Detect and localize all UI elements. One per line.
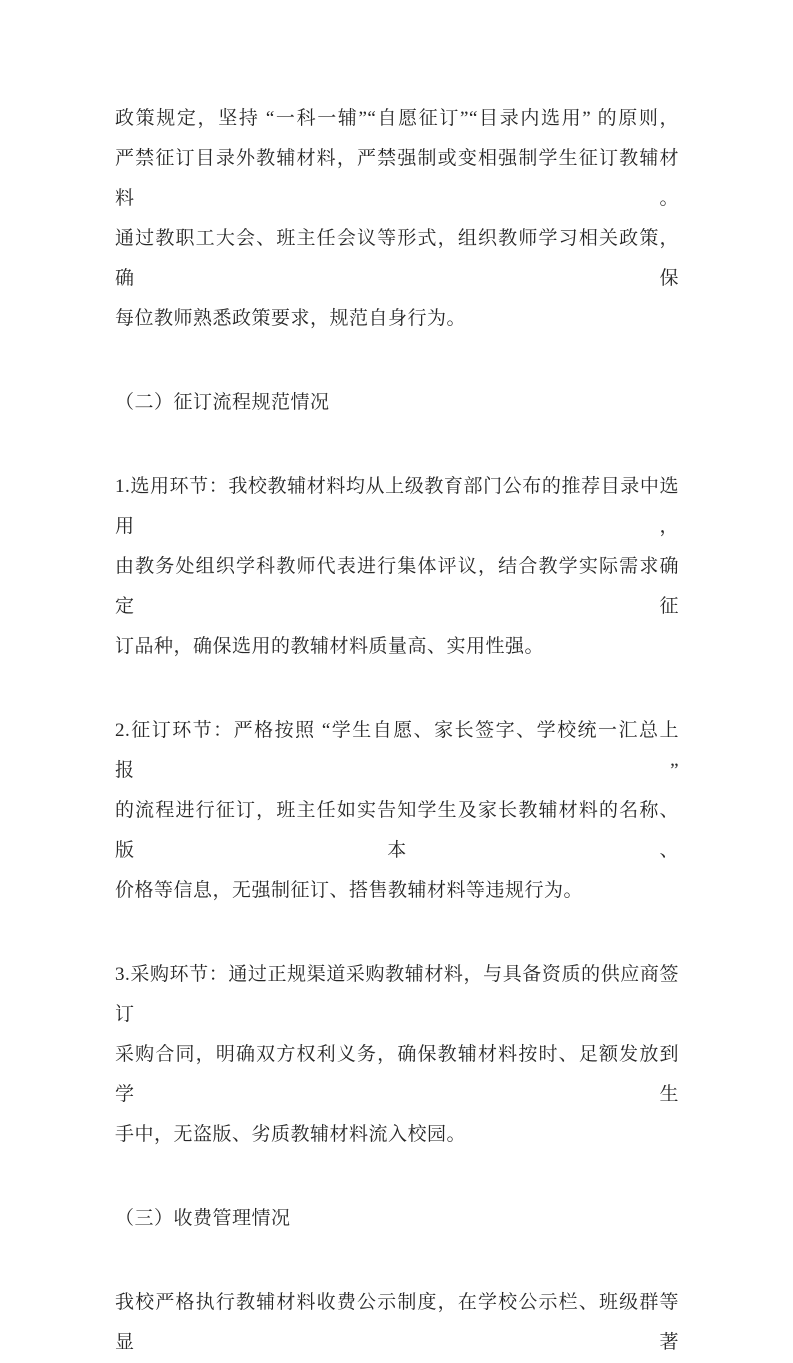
paragraph-policy-intro [115,99,679,339]
document-text-block [115,99,679,1363]
text-line: 每位教师熟悉政策要求，规范自身行为。 [115,308,467,329]
text-line: 1.选用环节：我校教辅材料均从上级教育部门公布的推荐目录中选用， [115,476,679,537]
text-line: 2.征订环节：严格按照 “学生自愿、家长签字、学校统一汇总上报” [115,720,679,781]
text-line: 我校严格执行教辅材料收费公示制度，在学校公示栏、班级群等显著 [115,1292,679,1353]
text-line: 价格等信息，无强制征订、搭售教辅材料等违规行为。 [115,880,584,901]
text-line: 采购合同，明确双方权利义务，确保教辅材料按时、足额发放到学生 [115,1044,679,1105]
section-heading-text: （三）收费管理情况 [115,1208,291,1229]
text-line: 订品种，确保选用的教辅材料质量高、实用性强。 [115,636,545,657]
text-line: 通过教职工大会、班主任会议等形式，组织教师学习相关政策，确保 [115,228,679,289]
text-line: 由教务处组织学科教师代表进行集体评议，结合教学实际需求确定征 [115,556,679,617]
section-heading-text: （二）征订流程规范情况 [115,392,330,413]
text-line: 政策规定，坚持 “一科一辅”“自愿征订”“目录内选用” 的原则， [115,108,679,129]
paragraph-selection-step [115,467,679,667]
text-line: 严禁征订目录外教辅材料，严禁强制或变相强制学生征订教辅材料。 [115,148,679,209]
paragraph-subscription-step [115,711,679,911]
paragraph-procurement-step [115,955,679,1155]
text-line: 的流程进行征订，班主任如实告知学生及家长教辅材料的名称、版本、 [115,800,679,861]
section-heading-3 [115,1199,679,1239]
text-line: 3.采购环节：通过正规渠道采购教辅材料，与具备资质的供应商签订 [115,964,679,1025]
paragraph-fee-management [115,1283,679,1363]
section-heading-2 [115,383,679,423]
text-line: 手中，无盗版、劣质教辅材料流入校园。 [115,1124,467,1145]
